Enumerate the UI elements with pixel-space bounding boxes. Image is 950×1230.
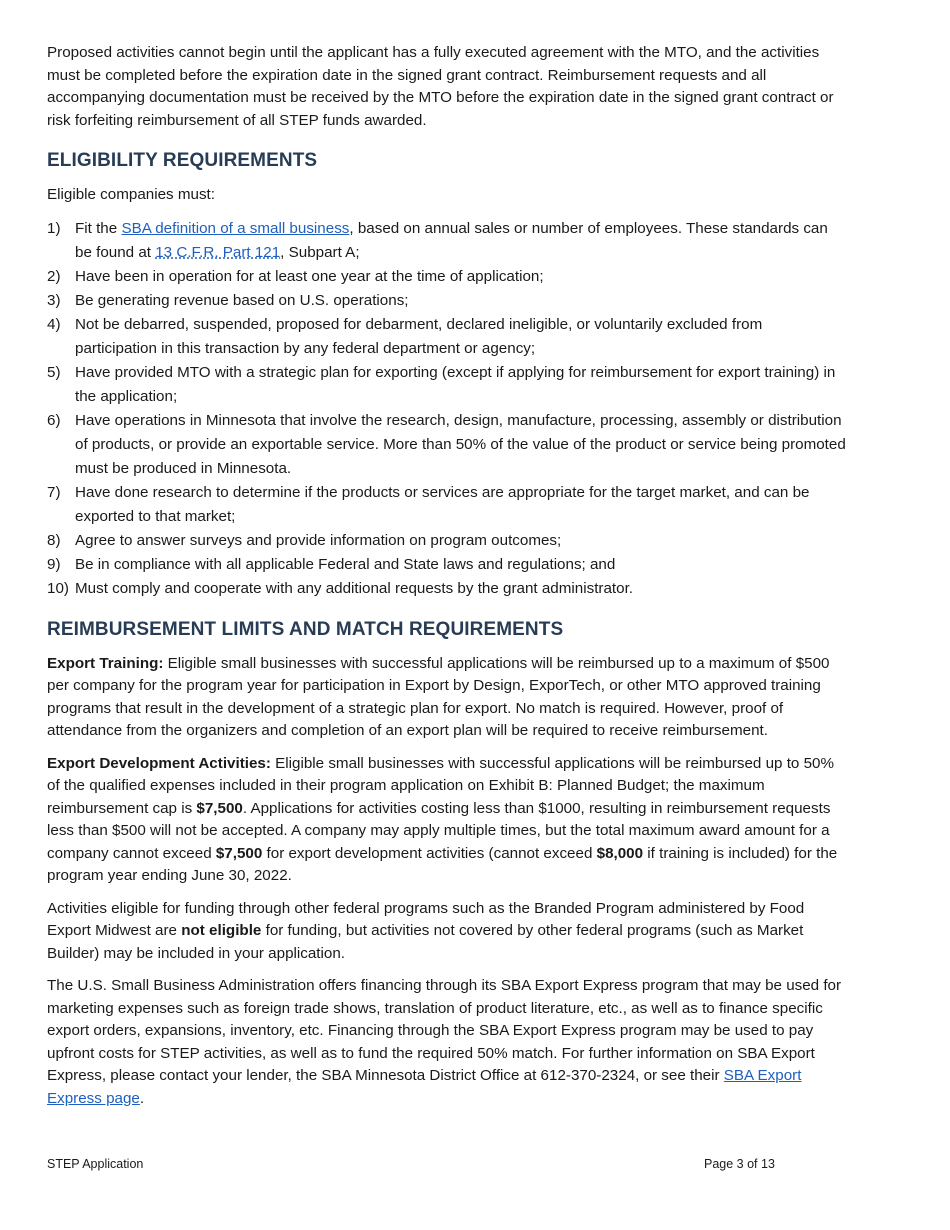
paragraph-text: .: [139, 1089, 145, 1107]
list-text: , Subpart A;: [280, 243, 360, 261]
document-page: [47, 42, 847, 1120]
list-text: Be generating revenue based on U.S. operations;: [75, 291, 409, 309]
list-item: [47, 553, 847, 577]
list-text: Be in compliance with all applicable Federal and State laws and regulations; and: [75, 555, 616, 573]
export-development-label: Export Development Activities:: [47, 754, 271, 772]
list-number: 9): [47, 555, 61, 573]
bold-amount: $7,500: [196, 799, 243, 817]
paragraph-text: for funding, but activities not covered by other federal programs (such as Market Builder) may be included in your application.: [47, 922, 804, 962]
paragraph-text: The U.S. Small Business Administration offers financing through its SBA Export Express program that may be used for marketing expenses such as foreign trade shows, translation of product literature, etc., as well as to finance specific export orders, expansions, inventory, etc. Financing through the SBA Export Express program may be used to pay upfront costs for STEP activities, as well as to fund the required 50% match. For further information on SBA Export Express, please contact your lender, the SBA Minnesota District Office at 612-370-2324, or see their: [47, 977, 842, 1084]
list-item: [47, 481, 847, 529]
paragraph-text: Eligible small businesses with successful applications will be reimbursed up to 50% of the qualified expenses included in their program application on Exhibit B: Planned Budget; the maximum reimbursement cap is: [47, 754, 834, 817]
footer-title: STEP Application: [47, 1157, 144, 1171]
list-text: Agree to answer surveys and provide information on program outcomes;: [75, 531, 562, 549]
list-text: Have been in operation for at least one year at the time of application;: [75, 267, 544, 285]
list-item: [47, 313, 847, 361]
list-number: 10): [47, 579, 69, 597]
paragraph-text: if training is included) for the program year ending June 30, 2022.: [47, 844, 838, 884]
reimbursement-heading: REIMBURSEMENT LIMITS AND MATCH REQUIREMENTS: [47, 618, 564, 640]
list-text: , based on annual sales or number of employees. These standards can be found at: [75, 219, 828, 261]
list-text: Have operations in Minnesota that involve the research, design, manufacture, processing, assembly or distribution of products, or provide an exportable service. More than 50% of the value of the product or service being promoted must be produced in Minnesota.: [75, 411, 846, 477]
list-item: [47, 265, 847, 289]
list-item: [47, 361, 847, 409]
sba-export-express-paragraph: [47, 975, 847, 1110]
list-item: [47, 409, 847, 481]
intro-paragraph: Proposed activities cannot begin until the applicant has a fully executed agreement with the MTO, and the activities must be completed before the expiration date in the signed grant contract. Reimbursement requests and all accompanying documentation must be received by the MTO before the expiration date in the signed grant contract or risk forfeiting reimbursement of all STEP funds awarded.: [47, 44, 834, 129]
list-number: 2): [47, 267, 61, 285]
eligibility-list: [47, 217, 847, 601]
list-number: 5): [47, 363, 61, 381]
not-eligible-bold: not eligible: [181, 922, 262, 939]
list-number: 4): [47, 315, 61, 333]
page-number: Page 3 of 13: [704, 1157, 775, 1171]
list-text: Have provided MTO with a strategic plan for exporting (except if applying for reimbursement for export training) in the application;: [75, 363, 836, 405]
list-number: 8): [47, 531, 61, 549]
list-item: [47, 217, 847, 265]
export-training-paragraph: [47, 653, 847, 743]
list-text: Not be debarred, suspended, proposed for debarment, declared ineligible, or voluntarily excluded from participation in this transaction by any federal department or agency;: [75, 315, 763, 357]
paragraph-text: Activities eligible for funding through other federal programs such as the Branded Program administered by Food Export Midwest are: [47, 899, 805, 939]
sba-export-express-link[interactable]: SBA Export Express page: [47, 1067, 802, 1107]
export-training-label: Export Training:: [47, 654, 164, 672]
eligibility-heading: ELIGIBILITY REQUIREMENTS: [47, 150, 318, 171]
page-footer: [47, 1157, 847, 1171]
export-development-paragraph: [47, 753, 847, 888]
eligibility-lead: Eligible companies must:: [47, 186, 215, 203]
bold-amount: $7,500: [215, 844, 263, 862]
export-training-text: Eligible small businesses with successful applications will be reimbursed up to a maximum of $500 per company for the program year for participation in Export by Design, ExporTech, or other MTO approved training programs that result in the development of a strategic plan for export. No match is required. However, proof of attendance from the organizers and completion of an export plan will be required to receive reimbursement.: [47, 654, 830, 739]
list-number: 3): [47, 291, 61, 309]
list-item: [47, 529, 847, 553]
list-number: 6): [47, 411, 61, 429]
federal-programs-paragraph: [47, 898, 847, 966]
list-item: [47, 577, 847, 601]
paragraph-text: . Applications for activities costing less than $1000, resulting in reimbursement requests less than $500 will not be accepted. A company may apply multiple times, but the total maximum award amount for a company cannot exceed: [47, 799, 831, 862]
cfr-part-121-link[interactable]: 13 C.F.R. Part 121: [155, 243, 281, 261]
list-number: 7): [47, 483, 61, 501]
list-item: [47, 289, 847, 313]
list-text: Must comply and cooperate with any additional requests by the grant administrator.: [75, 579, 634, 597]
list-text: Have done research to determine if the products or services are appropriate for the target market, and can be exported to that market;: [75, 483, 810, 525]
list-text: Fit the: [75, 219, 122, 237]
sba-small-business-link[interactable]: SBA definition of a small business: [121, 219, 350, 237]
bold-amount: $8,000: [596, 844, 644, 862]
paragraph-text: for export development activities (cannot exceed: [262, 844, 597, 862]
list-number: 1): [47, 219, 61, 237]
